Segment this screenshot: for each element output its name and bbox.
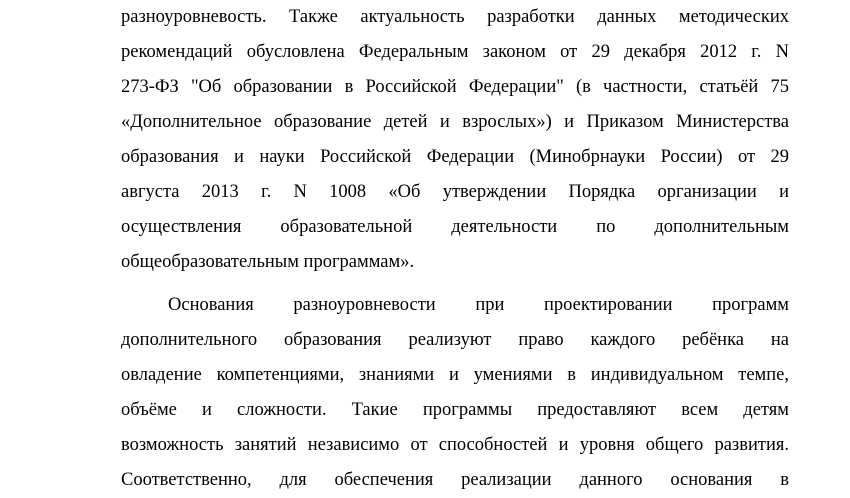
text-line: августа 2013 г. N 1008 «Об утверждении Порядка организации и <box>121 182 789 202</box>
text-line: общеобразовательным программам». <box>121 252 415 272</box>
text-line: объёме и сложности. Такие программы предоставляют всем детям <box>121 400 789 420</box>
paragraph-1 <box>121 0 789 280</box>
text-line: Соответственно, для обеспечения реализации данного основания в <box>121 470 789 490</box>
paragraph-2 <box>121 288 789 498</box>
text-line: овладение компетенциями, знаниями и умениями в индивидуальном темпе, <box>121 365 789 385</box>
text-line: образования и науки Российской Федерации (Минобрнауки России) от 29 <box>121 147 789 167</box>
text-line: Основания разноуровневости при проектировании программ <box>168 295 789 315</box>
text-line: «Дополнительное образование детей и взрослых») и Приказом Министерства <box>121 112 789 132</box>
text-line: рекомендаций обусловлена Федеральным законом от 29 декабря 2012 г. N <box>121 42 789 62</box>
text-line: 273-ФЗ "Об образовании в Российской Федерации" (в частности, статьёй 75 <box>121 77 789 97</box>
text-line: дополнительного образования реализуют право каждого ребёнка на <box>121 330 789 350</box>
text-line: разноуровневость. Также актуальность разработки данных методических <box>121 7 789 27</box>
text-line: возможность занятий независимо от способностей и уровня общего развития. <box>121 435 789 455</box>
text-line: осуществления образовательной деятельности по дополнительным <box>121 217 789 237</box>
